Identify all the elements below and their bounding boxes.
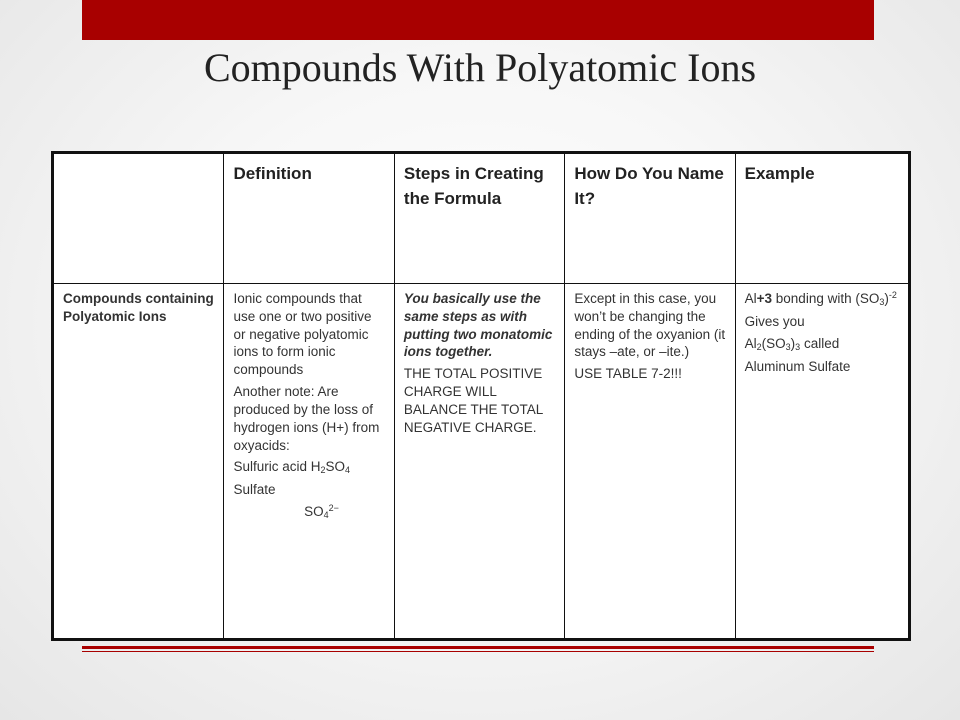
bottom-accent-rule xyxy=(82,646,874,652)
steps-rule: THE TOTAL POSITIVE CHARGE WILL BALANCE THE TOTAL NEGATIVE CHARGE. xyxy=(403,366,543,435)
table-row xyxy=(53,284,910,640)
header-definition: Definition xyxy=(224,153,394,284)
definition-text: Ionic compounds that use one or two positive or negative polyatomic ions to form ionic compounds xyxy=(233,291,372,378)
definition-note: Another note: Are produced by the loss of hydrogen ions (H+) from oxyacids: xyxy=(233,384,380,453)
header-example: Example xyxy=(735,153,909,284)
example-product-formula: $Al_2(SO_3)_3$ called xyxy=(744,335,840,352)
top-accent-bar xyxy=(82,0,874,40)
sulfuric-acid-formula: Sulfuric acid $H_2SO_4$ xyxy=(233,459,351,476)
example-cell xyxy=(735,284,909,640)
steps-text: You basically use the same steps as with putting two monatomic ions together. xyxy=(403,291,553,360)
example-gives: Gives you xyxy=(744,313,805,329)
sulfate-label: Sulfate xyxy=(233,482,276,498)
example-reactants: Al+3 bonding with $(SO_3)^{-2}$ xyxy=(744,290,897,307)
row-label: Compounds containing Polyatomic Ions xyxy=(53,284,224,640)
naming-cell xyxy=(565,284,735,640)
naming-text: Except in this case, you won’t be changing the ending of the oxyanion (it stays –ate, or –ite.) xyxy=(574,291,726,360)
comparison-table xyxy=(51,151,911,641)
example-product-name: Aluminum Sulfate xyxy=(744,358,851,374)
naming-reference: USE TABLE 7-2!!! xyxy=(574,366,682,382)
header-naming: How Do You Name It? xyxy=(565,153,735,284)
definition-cell xyxy=(224,284,394,640)
table-header-row xyxy=(53,153,910,284)
sulfate-formula: $SO_4^{2-}$ xyxy=(304,503,339,520)
slide-title: Compounds With Polyatomic Ions xyxy=(203,45,757,90)
steps-cell xyxy=(394,284,564,640)
header-cell-empty xyxy=(53,153,224,284)
header-steps: Steps in Creating the Formula xyxy=(394,153,564,284)
